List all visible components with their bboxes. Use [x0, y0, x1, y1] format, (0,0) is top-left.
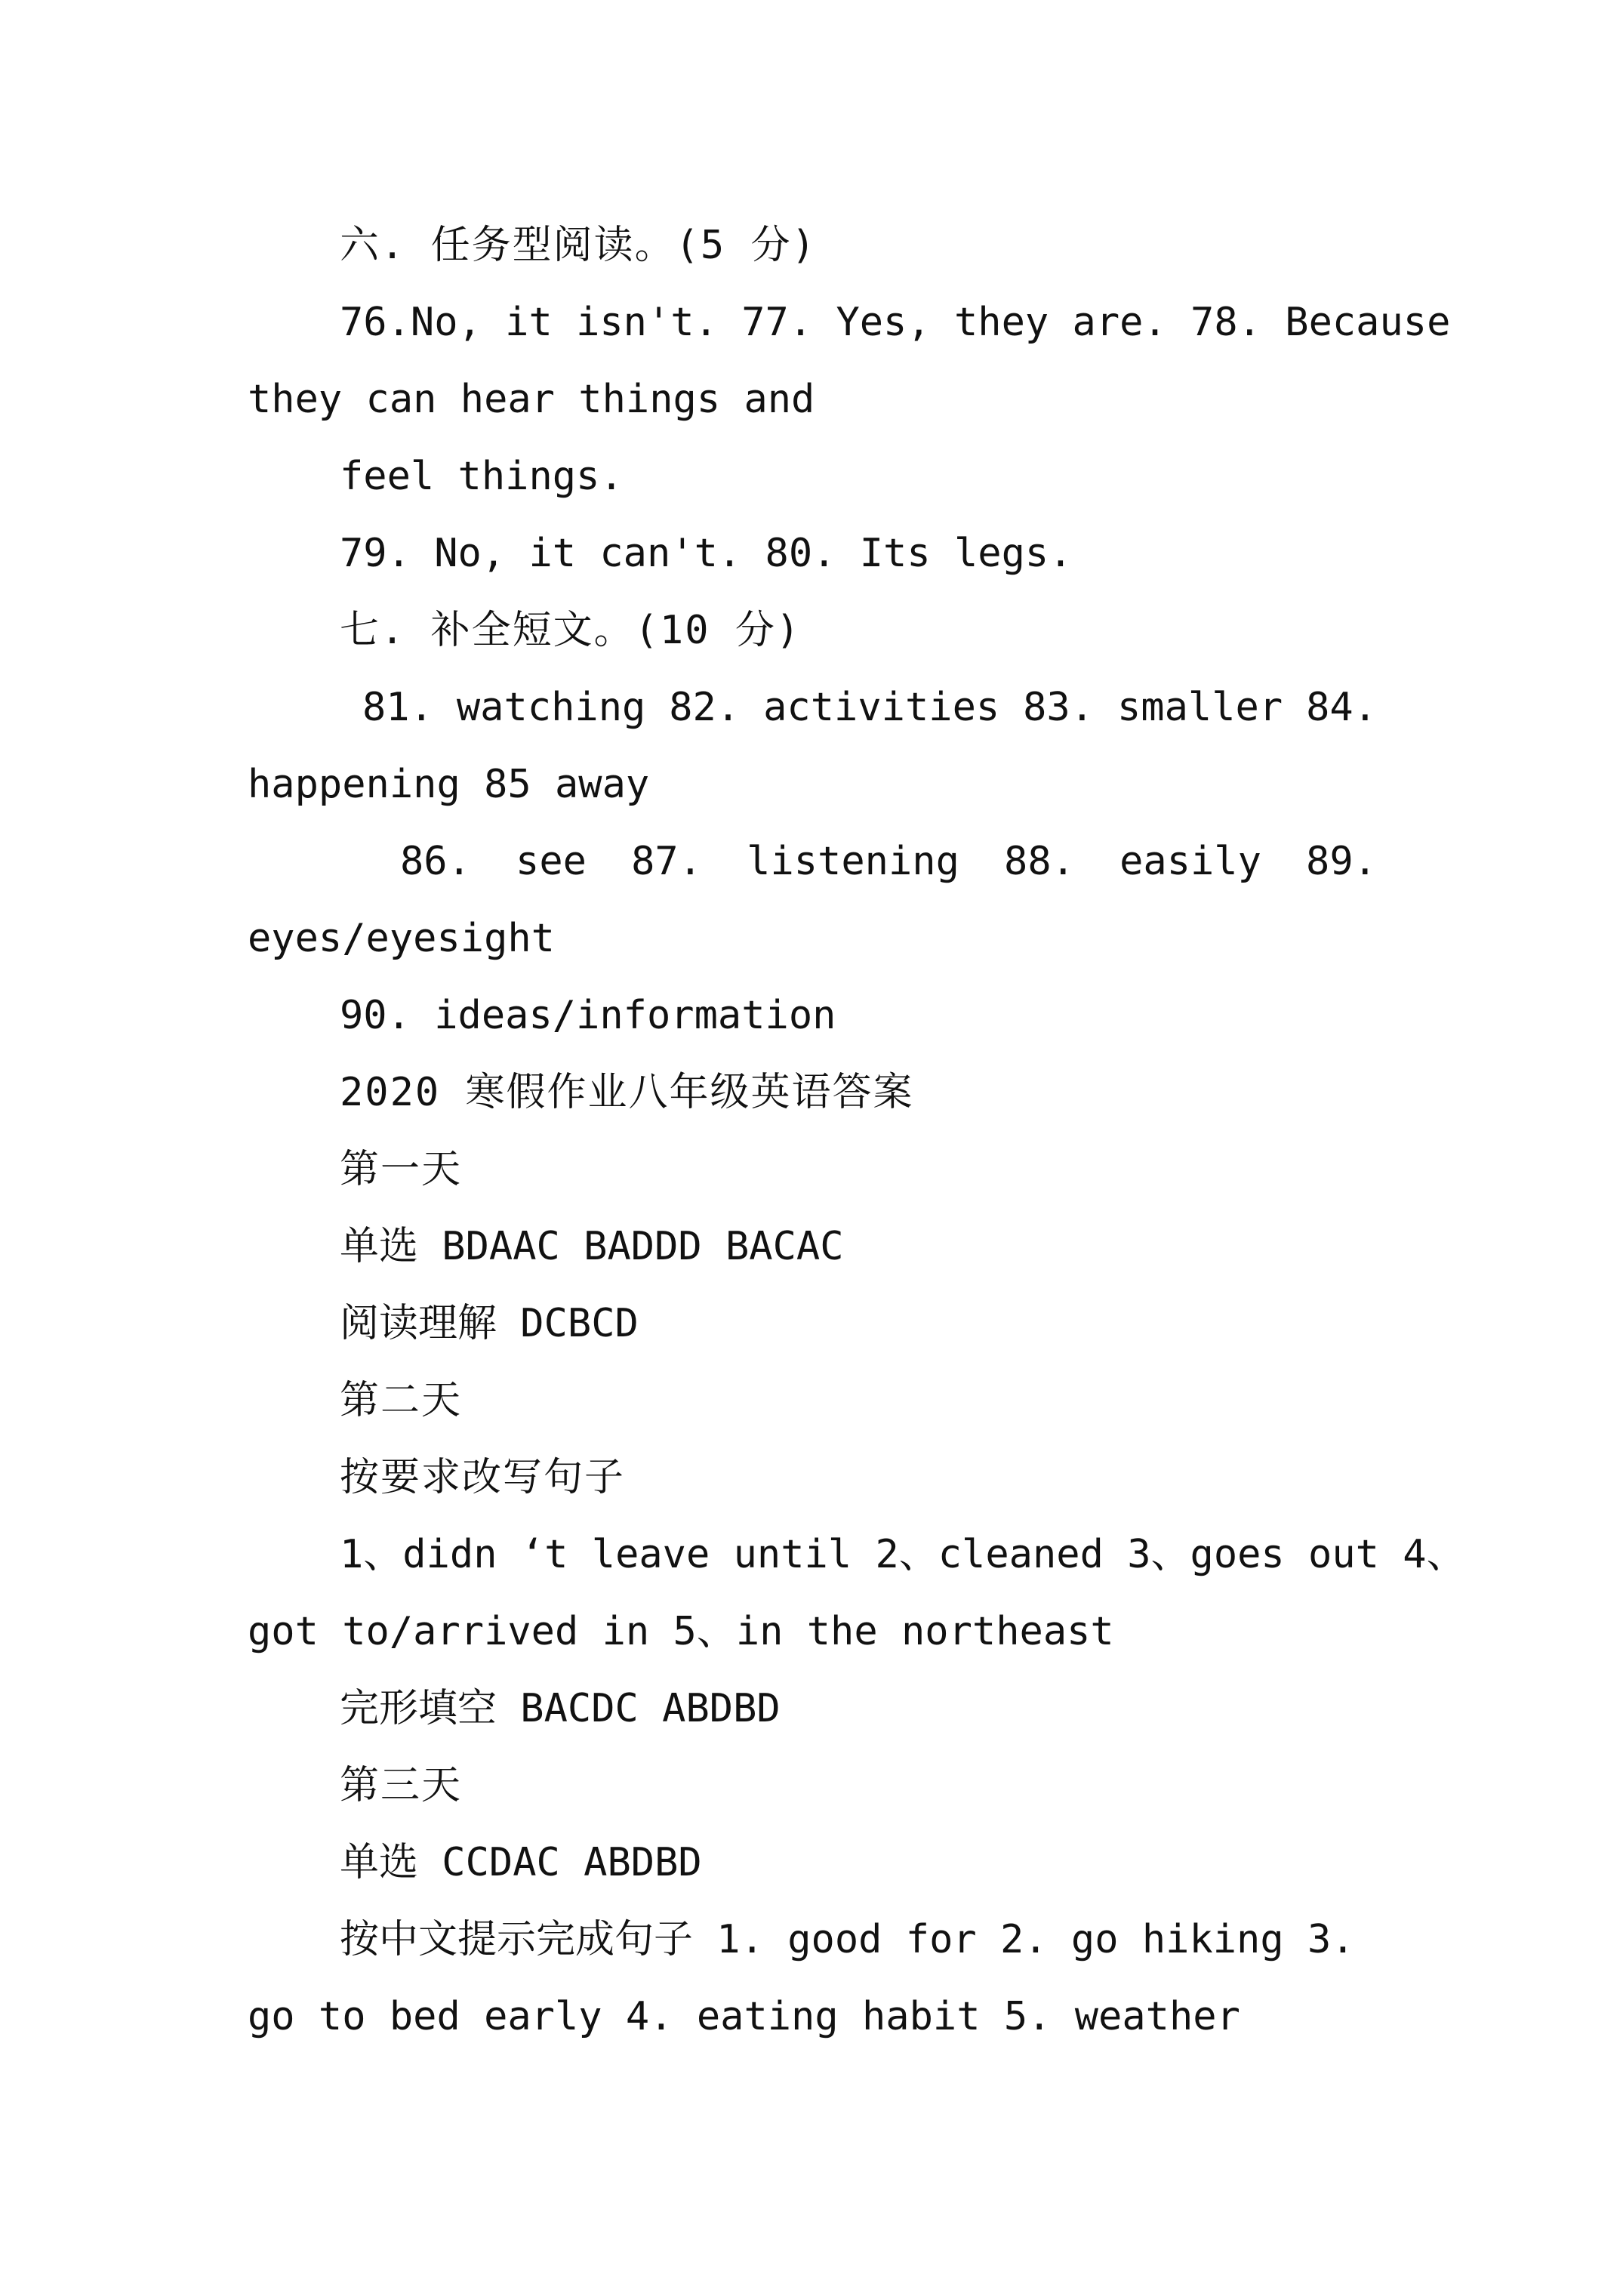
word: 83.	[1023, 685, 1095, 730]
day-1-reading: 阅读理解 DCBCD	[340, 1301, 639, 1346]
answer-line-78-end: feel things.	[340, 454, 624, 499]
day-2-rewrite-line-2: got to/arrived in 5、in the northeast	[248, 1609, 1114, 1654]
day-3-heading: 第三天	[340, 1763, 463, 1808]
answer-line-79-80: 79. No, it can't. 80. Its legs.	[340, 531, 1073, 576]
answer-line-78-cont: they can hear things and	[248, 377, 815, 422]
document-title: 2020 寒假作业八年级英语答案	[340, 1070, 914, 1115]
word: smaller	[1116, 685, 1283, 730]
word: 82.	[669, 685, 741, 730]
answer-line-81-84	[362, 669, 1377, 746]
day-2-rewrite-line-1: 1、didn ‘t leave until 2、cleaned 3、goes out 4、	[340, 1532, 1466, 1577]
word: easily	[1119, 839, 1261, 884]
day-2-cloze: 完形填空 BACDC ABDBD	[340, 1686, 781, 1731]
section-6-title: 六. 任务型阅读。(5 分)	[340, 223, 817, 268]
day-3-multiple-choice: 单选 CCDAC ABDBD	[340, 1840, 702, 1885]
word: 86.	[400, 839, 471, 884]
word: listening	[747, 839, 959, 884]
day-2-rewrite-title: 按要求改写句子	[340, 1455, 626, 1500]
word: see	[516, 839, 587, 884]
section-7-title: 七. 补全短文。(10 分)	[340, 608, 802, 653]
word: 81.	[362, 685, 433, 730]
word: 87.	[631, 839, 703, 884]
day-1-multiple-choice: 单选 BDAAC BADDD BACAC	[340, 1224, 844, 1269]
answer-line-76-78: 76.No, it isn't. 77. Yes, they are. 78. Because	[340, 300, 1451, 345]
answer-line-84-85: happening 85 away	[248, 762, 650, 807]
day-3-sentence-completion-2: go to bed early 4. eating habit 5. weather	[248, 1994, 1240, 2039]
answer-line-90: 90. ideas/information	[340, 993, 836, 1038]
word: 88.	[1004, 839, 1075, 884]
answer-line-89-cont: eyes/eyesight	[248, 916, 555, 961]
day-3-sentence-completion-1: 按中文提示完成句子 1. good for 2. go hiking 3.	[340, 1917, 1355, 1962]
word: activities	[763, 685, 1000, 730]
day-2-heading: 第二天	[340, 1378, 463, 1423]
word: 84.	[1306, 685, 1377, 730]
day-1-heading: 第一天	[340, 1147, 463, 1192]
answer-line-86-89	[400, 823, 1377, 900]
word: watching	[456, 685, 646, 730]
word: 89.	[1306, 839, 1377, 884]
